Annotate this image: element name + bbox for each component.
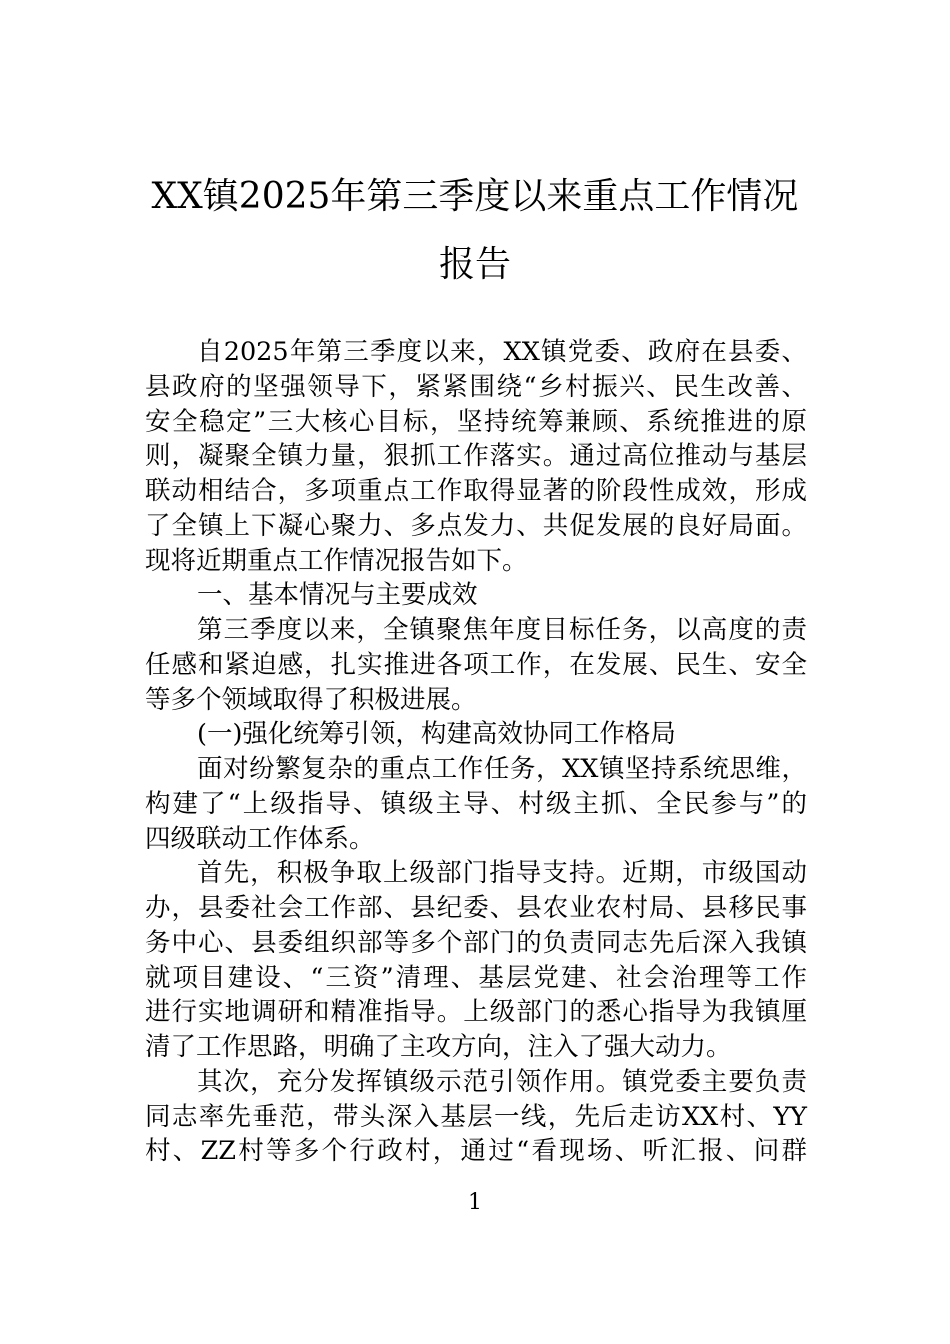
paragraph-line: 等多个领域取得了积极进展。	[145, 684, 477, 715]
paragraph-line: 清了工作思路，明确了主攻方向，注入了强大动力。	[145, 1032, 732, 1062]
paragraph-line: 一、基本情况与主要成效	[197, 580, 478, 611]
paragraph-line: (一)强化统筹引领，构建高效协同工作格局	[197, 719, 676, 750]
paragraph	[145, 717, 807, 752]
paragraph	[145, 856, 807, 1065]
paragraph-line: 进行实地调研和精准指导。上级部门的悉心指导为我镇厘	[145, 997, 807, 1028]
paragraph-line: 就项目建设、“三资”清理、基层党建、社会治理等工作	[145, 962, 807, 993]
paragraph	[145, 1065, 807, 1169]
paragraph-line: 务中心、县委组织部等多个部门的负责同志先后深入我镇	[145, 927, 807, 958]
paragraph-line: 其次，充分发挥镇级示范引领作用。镇党委主要负责	[197, 1066, 807, 1097]
paragraph-line: 四级联动工作体系。	[145, 823, 375, 854]
paragraph	[145, 613, 807, 717]
document-title-line-2: 报告	[438, 244, 511, 285]
paragraph-line: 面对纷繁复杂的重点工作任务，XX镇坚持系统思维，	[197, 754, 807, 784]
paragraph-line: 联动相结合，多项重点工作取得显著的阶段性成效，形成	[145, 476, 807, 506]
paragraph	[145, 752, 807, 856]
page-number: 1	[468, 1190, 482, 1215]
paragraph-line: 则，凝聚全镇力量，狠抓工作落实。通过高位推动与基层	[145, 441, 807, 472]
paragraph-line: 构建了“上级指导、镇级主导、村级主抓、全民参与”的	[145, 788, 807, 819]
document-title-line-1: XX镇2025年第三季度以来重点工作情况	[151, 176, 799, 217]
paragraph-line: 办，县委社会工作部、县纪委、县农业农村局、县移民事	[145, 893, 807, 923]
paragraph-line: 安全稳定”三大核心目标，坚持统筹兼顾、系统推进的原	[145, 406, 807, 437]
paragraph-line: 现将近期重点工作情况报告如下。	[145, 545, 528, 576]
paragraph-line: 第三季度以来，全镇聚焦年度目标任务，以高度的责	[197, 615, 807, 645]
paragraph-line: 县政府的坚强领导下，紧紧围绕“乡村振兴、民生改善、	[145, 371, 807, 402]
paragraph	[145, 578, 807, 613]
paragraph-line: 自2025年第三季度以来，XX镇党委、政府在县委、	[197, 337, 807, 367]
paragraph-line: 首先，积极争取上级部门指导支持。近期，市级国动	[197, 858, 807, 889]
paragraph-line: 同志率先垂范，带头深入基层一线，先后走访XX村、YY	[145, 1101, 807, 1132]
document-body	[145, 335, 807, 1169]
paragraph-line: 了全镇上下凝心聚力、多点发力、共促发展的良好局面。	[145, 510, 807, 541]
paragraph-line: 任感和紧迫感，扎实推进各项工作，在发展、民生、安全	[145, 649, 807, 680]
paragraph	[145, 335, 807, 578]
paragraph-line: 村、ZZ村等多个行政村，通过“看现场、听汇报、问群	[145, 1136, 807, 1167]
